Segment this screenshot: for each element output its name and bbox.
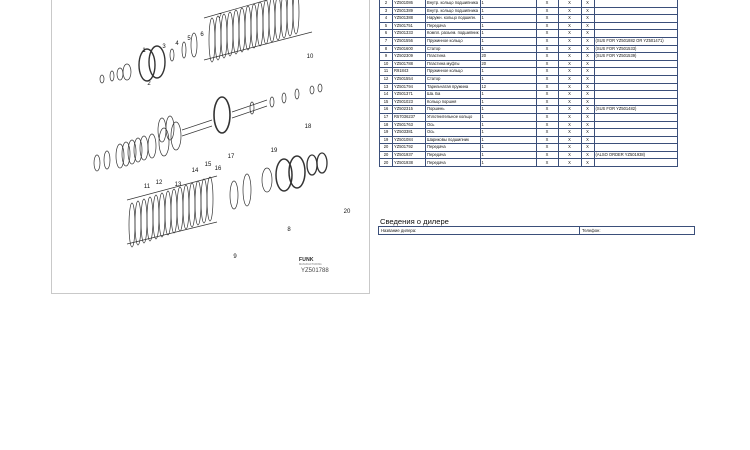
table-row (380, 136, 678, 144)
table-cell-m1: X (536, 68, 558, 76)
table-cell-m3: X (581, 45, 594, 53)
table-cell-m2: X (558, 151, 581, 159)
dealer-divider (579, 227, 580, 234)
table-cell-part: R91843 (393, 68, 426, 76)
table-cell-m1: X (536, 22, 558, 30)
table-cell-note (594, 7, 677, 15)
table-cell-part: YZ501751 (393, 22, 426, 30)
table-cell-note (594, 136, 677, 144)
table-cell-desc: Ось (426, 121, 481, 129)
table-cell-m1: X (536, 0, 558, 7)
table-cell-m3: X (581, 129, 594, 137)
callout-label: 13 (174, 182, 182, 188)
table-cell-no: 20 (380, 144, 393, 152)
table-cell-desc: Пластина муфты (426, 60, 481, 68)
table-cell-no: 9 (380, 53, 393, 61)
table-cell-note (594, 75, 677, 83)
table-cell-m1: X (536, 30, 558, 38)
table-cell-desc: Наружн. кольцо подшипн. (426, 15, 481, 23)
table-cell-qty: 1 (480, 113, 536, 121)
table-cell-part: YZ501792 (393, 144, 426, 152)
table-cell-qty: 1 (480, 15, 536, 23)
dealer-info-box (378, 226, 695, 235)
table-cell-qty: 1 (480, 136, 536, 144)
table-cell-m1: X (536, 129, 558, 137)
callout-label: 8 (287, 227, 291, 233)
table-cell-no: 3 (380, 7, 393, 15)
table-cell-qty: 12 (480, 83, 536, 91)
table-cell-m3: X (581, 144, 594, 152)
table-cell-m2: X (558, 53, 581, 61)
table-row (380, 106, 678, 114)
table-cell-m2: X (558, 136, 581, 144)
table-cell-m3: X (581, 30, 594, 38)
table-cell-qty: 1 (480, 0, 536, 7)
table-cell-m2: X (558, 91, 581, 99)
table-cell-m2: X (558, 121, 581, 129)
table-cell-qty: 1 (480, 129, 536, 137)
table-cell-m1: X (536, 98, 558, 106)
table-cell-part: YZ501371 (393, 91, 426, 99)
table-cell-part: YZ501388 (393, 15, 426, 23)
table-cell-qty: 1 (480, 45, 536, 53)
table-cell-m3: X (581, 159, 594, 167)
table-cell-desc: Внутр. кольцо подшипника (427, 7, 479, 13)
table-cell-desc: Кольцо поршня (426, 98, 481, 106)
table-cell-m1: X (536, 15, 558, 23)
table-row (380, 53, 678, 61)
table-cell-part: YZ501788 (393, 60, 426, 68)
table-cell-no: 19 (380, 129, 393, 137)
table-cell-desc: Уплотнительное кольцо (426, 113, 481, 121)
table-cell-part: YZ501556 (393, 37, 426, 45)
table-cell-no: 12 (380, 75, 393, 83)
table-cell-desc: Передача (426, 22, 481, 30)
table-cell-qty: 20 (480, 53, 536, 61)
table-cell-m2: X (558, 15, 581, 23)
table-cell-desc: Статор (426, 75, 481, 83)
table-row (380, 121, 678, 129)
table-cell-no: 20 (380, 159, 393, 167)
table-cell-no: 16 (380, 106, 393, 114)
table-cell-m3: X (581, 0, 594, 7)
table-cell-no: 13 (380, 83, 393, 91)
clutch-plate-stack-9 (129, 177, 213, 247)
table-cell-qty: 1 (480, 121, 536, 129)
table-cell-m1: X (536, 106, 558, 114)
table-cell-part: YZ503381 (393, 129, 426, 137)
table-cell-no: 18 (380, 121, 393, 129)
table-cell-m1: X (536, 113, 558, 121)
table-cell-desc: Шариковы подшипник (426, 136, 481, 144)
callout-label: 11 (143, 184, 151, 190)
table-cell-qty: 1 (480, 106, 536, 114)
table-cell-note (594, 144, 677, 152)
table-cell-m3: X (581, 37, 594, 45)
table-cell-m2: X (558, 45, 581, 53)
callout-label: 4 (175, 41, 179, 47)
callout-label: 14 (191, 168, 199, 174)
table-cell-note (594, 121, 677, 129)
table-cell-note (594, 98, 677, 106)
table-cell-note (594, 129, 677, 137)
table-cell-m2: X (558, 75, 581, 83)
table-cell-m1: X (536, 83, 558, 91)
clutch-plate-stack-10 (209, 0, 299, 62)
table-cell-note: (SUS FOR YZ501539) (594, 53, 677, 61)
callout-label: 1 (142, 48, 146, 54)
table-cell-note: (SUS FOR YZ501482) (594, 106, 677, 114)
table-cell-note (594, 113, 677, 121)
table-cell-m1: X (536, 159, 558, 167)
table-row (380, 7, 678, 15)
table-cell-desc: Передача (426, 159, 481, 167)
table-cell-part: YZ501937 (393, 151, 426, 159)
table-cell-no: 10 (380, 60, 393, 68)
table-row (380, 15, 678, 23)
dealer-name-field: Название дилера: (381, 228, 417, 233)
table-cell-note (594, 30, 677, 38)
parts-table (379, 0, 678, 167)
table-row (380, 68, 678, 76)
table-cell-no: 2 (380, 0, 393, 7)
table-cell-m3: X (581, 136, 594, 144)
table-cell-part: YZ501554 (393, 75, 426, 83)
table-cell-qty: 1 (480, 7, 536, 15)
table-cell-desc: Тарельчатая пружина (426, 83, 481, 91)
table-cell-m2: X (558, 7, 581, 15)
table-cell-no: 14 (380, 91, 393, 99)
table-cell-note (594, 68, 677, 76)
callout-label: 5 (187, 36, 191, 42)
brand-subtitle: MANUFACTURING (299, 263, 322, 266)
table-row (380, 75, 678, 83)
table-cell-desc: Статор (426, 45, 481, 53)
table-row (380, 91, 678, 99)
table-row (380, 98, 678, 106)
callout-label: 7 (218, 14, 222, 20)
table-cell-m3: X (581, 91, 594, 99)
table-cell-m3: X (581, 53, 594, 61)
callout-label: 6 (200, 32, 204, 38)
callout-label: 18 (304, 124, 312, 130)
table-cell-desc: Внутр. кольцо подшипника (427, 0, 479, 6)
table-cell-m2: X (558, 113, 581, 121)
table-cell-note (594, 0, 677, 7)
table-cell-part: YZ502309 (393, 53, 426, 61)
table-cell-m3: X (581, 15, 594, 23)
table-cell-note (594, 22, 677, 30)
table-cell-part: YZ501938 (393, 159, 426, 167)
table-row (380, 37, 678, 45)
table-cell-desc: Поршень (426, 106, 481, 114)
table-row (380, 129, 678, 137)
table-cell-m3: X (581, 121, 594, 129)
callout-label: 16 (214, 166, 222, 172)
table-cell-part: YZ501794 (393, 83, 426, 91)
callout-label: 2 (147, 81, 151, 87)
exploded-diagram (51, 0, 370, 294)
table-cell-m3: X (581, 106, 594, 114)
callout-label: 19 (270, 148, 278, 154)
table-cell-desc: Пружинное кольцо (426, 37, 481, 45)
table-cell-m3: X (581, 75, 594, 83)
table-cell-no: 19 (380, 136, 393, 144)
table-cell-m1: X (536, 136, 558, 144)
table-cell-desc: Ось (426, 129, 481, 137)
table-cell-m1: X (536, 75, 558, 83)
brand-logo (299, 257, 322, 266)
table-row (380, 151, 678, 159)
table-cell-part: YZ501023 (393, 98, 426, 106)
table-cell-m3: X (581, 22, 594, 30)
table-cell-m1: X (536, 144, 558, 152)
table-cell-m2: X (558, 129, 581, 137)
table-row (380, 159, 678, 167)
table-cell-m2: X (558, 106, 581, 114)
table-cell-m3: X (581, 60, 594, 68)
callout-label: 15 (204, 162, 212, 168)
table-cell-part: YZ501763 (393, 121, 426, 129)
exploded-diagram-drawing (52, 0, 371, 294)
table-cell-qty: 1 (480, 37, 536, 45)
table-cell-desc: Ша. Ба (426, 91, 481, 99)
table-cell-m2: X (558, 0, 581, 7)
figure-code: YZ501788 (301, 268, 329, 274)
table-row (380, 60, 678, 68)
table-cell-qty: 20 (480, 60, 536, 68)
table-cell-desc: Пружинное кольцо (426, 68, 481, 76)
table-cell-m1: X (536, 60, 558, 68)
table-cell-qty: 1 (480, 144, 536, 152)
table-cell-m2: X (558, 60, 581, 68)
table-cell-m1: X (536, 7, 558, 15)
table-cell-part: YZ502315 (393, 106, 426, 114)
table-cell-m1: X (536, 91, 558, 99)
table-cell-m2: X (558, 37, 581, 45)
table-cell-m2: X (558, 159, 581, 167)
table-cell-m2: X (558, 30, 581, 38)
table-cell-note (594, 15, 677, 23)
table-row (380, 0, 678, 7)
table-cell-m1: X (536, 151, 558, 159)
table-cell-m2: X (558, 83, 581, 91)
table-cell-qty: 1 (480, 22, 536, 30)
table-row (380, 113, 678, 121)
table-cell-m3: X (581, 7, 594, 15)
dealer-section-title: Сведения о дилере (380, 217, 449, 226)
brand-name: FUNK (299, 257, 314, 263)
table-cell-part: YZ501333 (393, 30, 426, 38)
table-row (380, 144, 678, 152)
table-cell-m1: X (536, 45, 558, 53)
table-cell-no: 11 (380, 68, 393, 76)
table-cell-note: (SUS FOR YZ501533) (594, 45, 677, 53)
table-cell-no: 7 (380, 37, 393, 45)
callout-label: 10 (306, 54, 314, 60)
table-cell-qty: 1 (480, 151, 536, 159)
table-cell-part: YZ501086 (393, 0, 426, 7)
table-cell-qty: 1 (480, 68, 536, 76)
table-cell-no: 4 (380, 15, 393, 23)
dealer-phone-field: Телефон: (582, 228, 601, 233)
table-cell-note (594, 91, 677, 99)
table-cell-m3: X (581, 68, 594, 76)
callout-label: 9 (233, 254, 237, 260)
table-cell-qty: 1 (480, 75, 536, 83)
table-cell-desc: Передача (426, 144, 481, 152)
table-cell-desc: Компл. разъем. подшипник (427, 30, 479, 36)
table-row (380, 22, 678, 30)
table-cell-m1: X (536, 121, 558, 129)
table-cell-m1: X (536, 53, 558, 61)
callout-label: 20 (343, 209, 351, 215)
table-cell-no: 17 (380, 113, 393, 121)
table-cell-desc: Пластина (426, 53, 481, 61)
table-row (380, 83, 678, 91)
table-cell-note: (ALSO ORDER YZ501938) (594, 151, 677, 159)
table-cell-m3: X (581, 83, 594, 91)
table-cell-note: (SUS FOR YZ501882 OR YZ501471) (594, 37, 677, 45)
parts-table-body (380, 0, 678, 167)
table-cell-qty: 1 (480, 159, 536, 167)
callout-label: 17 (227, 154, 235, 160)
table-cell-desc: Передача (426, 151, 481, 159)
table-cell-note (594, 159, 677, 167)
table-cell-qty: 1 (480, 98, 536, 106)
table-cell-part: YZ501084 (393, 136, 426, 144)
table-cell-note (594, 60, 677, 68)
table-cell-note (594, 83, 677, 91)
table-cell-part: YZ501600 (393, 45, 426, 53)
callout-label: 3 (162, 44, 166, 50)
table-cell-no: 8 (380, 45, 393, 53)
table-cell-m2: X (558, 68, 581, 76)
table-cell-no: 6 (380, 30, 393, 38)
callout-label: 12 (155, 180, 163, 186)
table-cell-m3: X (581, 98, 594, 106)
table-cell-no: 5 (380, 22, 393, 30)
table-cell-m2: X (558, 98, 581, 106)
table-cell-m1: X (536, 37, 558, 45)
table-cell-part: YZ501389 (393, 7, 426, 15)
table-cell-m3: X (581, 113, 594, 121)
table-cell-no: 20 (380, 151, 393, 159)
table-cell-m2: X (558, 144, 581, 152)
table-row (380, 30, 678, 38)
table-cell-qty: 1 (480, 91, 536, 99)
table-cell-m2: X (558, 22, 581, 30)
table-cell-part: R57036237 (393, 113, 426, 121)
table-cell-qty: 1 (480, 30, 536, 38)
table-cell-no: 15 (380, 98, 393, 106)
table-row (380, 45, 678, 53)
table-cell-m3: X (581, 151, 594, 159)
